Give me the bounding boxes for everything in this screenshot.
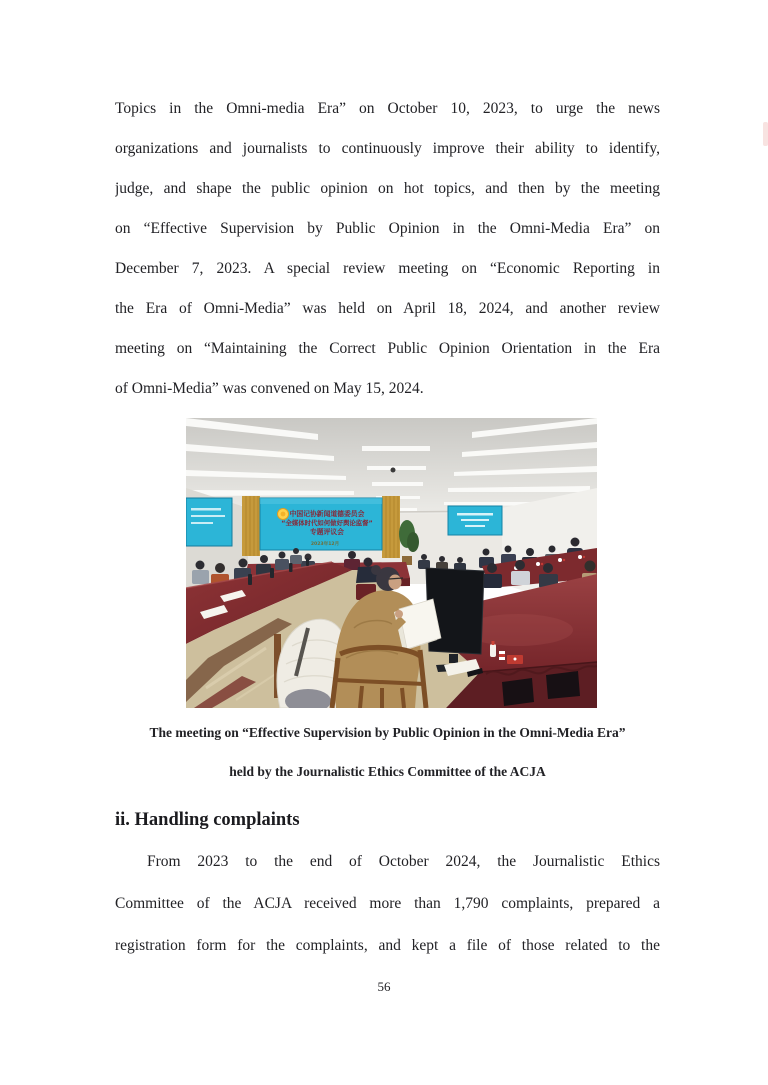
main-screen [260, 498, 382, 550]
text-line: December 7, 2023. A special review meeting on “Economic Reporting in [115, 260, 660, 277]
caption-line: held by the Journalistic Ethics Committee of the ACJA [229, 764, 546, 779]
screen-date-line: 2023年12月 [310, 542, 340, 547]
paragraph-1 [115, 89, 660, 409]
text-line: judge, and shape the public opinion on hot topics, and then by the meeting [115, 180, 660, 197]
left-wall-screen [186, 498, 232, 546]
text-line: From 2023 to the end of October 2024, the Journalistic Ethics [147, 853, 660, 870]
section-heading: ii. Handling complaints [115, 810, 300, 830]
figure-caption [115, 713, 660, 791]
screen-title-line2: “全媒体时代如何做好舆论监督” [281, 519, 373, 527]
page-edge-artifact [763, 122, 768, 146]
paragraph-2 [115, 841, 660, 967]
text-line: Committee of the ACJA received more than 1,790 complaints, prepared a [115, 895, 660, 912]
right-wall-screen [448, 506, 502, 535]
screen-title-line3: 专题评议会 [310, 528, 344, 536]
text-line: on “Effective Supervision by Public Opinion in the Omni-Media Era” on [115, 220, 660, 237]
text-line: meeting on “Maintaining the Correct Public Opinion Orientation in the Era [115, 340, 660, 357]
text-line: Topics in the Omni-media Era” on October 10, 2023, to urge the news [115, 100, 660, 117]
screen-title-line1: 中国记协新闻道德委员会 [289, 510, 365, 518]
caption-line: The meeting on “Effective Supervision by Public Opinion in the Omni-Media Era” [149, 725, 626, 740]
ceiling-camera [391, 468, 396, 473]
text-line: organizations and journalists to continuously improve their ability to identify, [115, 140, 660, 157]
page-number: 56 [377, 979, 391, 994]
text-line: of Omni-Media” was convened on May 15, 2024. [115, 380, 424, 397]
text-line: registration form for the complaints, and kept a file of those related to the [115, 937, 660, 954]
meeting-photo [186, 418, 597, 708]
text-line: the Era of Omni-Media” was held on April 18, 2024, and another review [115, 300, 660, 317]
